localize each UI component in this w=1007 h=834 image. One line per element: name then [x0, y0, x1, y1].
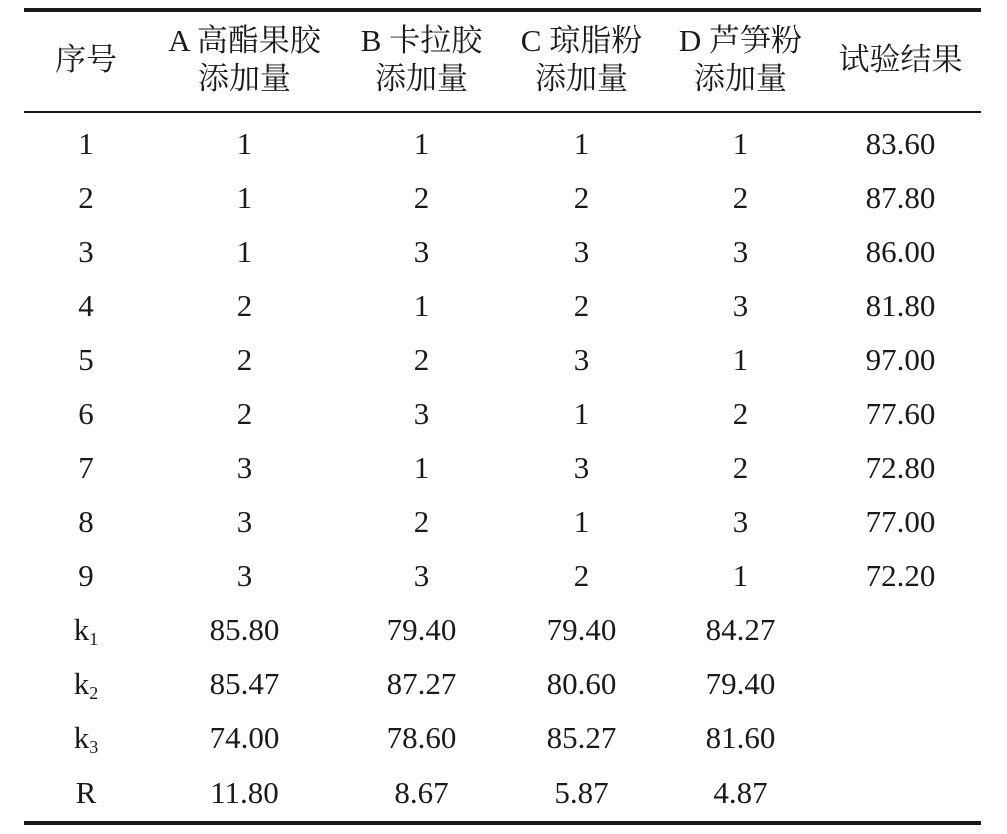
table-row — [24, 171, 981, 225]
cell-factor-d: 2 — [732, 180, 749, 215]
cell-factor-b: 8.67 — [394, 775, 449, 810]
cell-result — [820, 711, 981, 765]
cell-factor-a: 3 — [236, 504, 253, 539]
cell-factor-c: 1 — [573, 126, 590, 161]
cell-result: 72.80 — [865, 450, 936, 485]
cell-summary-label: R — [75, 775, 97, 810]
cell-factor-c: 2 — [573, 180, 590, 215]
cell-serial: 8 — [78, 504, 94, 539]
cell-factor-a: 2 — [236, 288, 253, 323]
cell-result: 77.60 — [865, 396, 936, 431]
cell-factor-b: 1 — [413, 288, 430, 323]
cell-serial: 3 — [78, 234, 94, 269]
cell-factor-b: 79.40 — [386, 612, 457, 647]
cell-factor-b: 78.60 — [386, 720, 457, 755]
cell-factor-a: 2 — [236, 396, 253, 431]
cell-result — [820, 657, 981, 711]
orthogonal-test-table — [24, 8, 981, 825]
cell-factor-c: 1 — [573, 504, 590, 539]
cell-factor-d: 3 — [732, 288, 749, 323]
summary-row-k1 — [24, 603, 981, 657]
cell-summary-label: $k_1$ — [73, 612, 99, 649]
cell-result: 77.00 — [865, 504, 936, 539]
orthogonal-test-table-container — [24, 8, 981, 825]
cell-factor-b: 3 — [413, 396, 430, 431]
cell-factor-a: 11.80 — [210, 775, 279, 810]
cell-factor-d: 81.60 — [705, 720, 776, 755]
cell-factor-c: 79.40 — [546, 612, 617, 647]
cell-factor-d: 1 — [732, 342, 749, 377]
header-factor-c: C 琼脂粉 添加量 — [520, 23, 643, 96]
cell-factor-c: 2 — [573, 558, 590, 593]
cell-factor-c: 2 — [573, 288, 590, 323]
header-test-result: 试验结果 — [838, 42, 963, 77]
cell-factor-a: 1 — [236, 234, 253, 269]
cell-result: 72.20 — [865, 558, 936, 593]
cell-serial: 4 — [78, 288, 94, 323]
cell-factor-b: 1 — [413, 450, 430, 485]
cell-factor-c: 5.87 — [554, 775, 609, 810]
cell-result: 86.00 — [865, 234, 936, 269]
cell-factor-b: 3 — [413, 234, 430, 269]
cell-factor-c: 1 — [573, 396, 590, 431]
table-row — [24, 441, 981, 495]
cell-factor-d: 2 — [732, 396, 749, 431]
table-row — [24, 112, 981, 171]
cell-factor-b: 2 — [413, 180, 430, 215]
table-body — [24, 112, 981, 823]
cell-result — [820, 603, 981, 657]
cell-factor-a: 1 — [236, 126, 253, 161]
cell-factor-a: 3 — [236, 450, 253, 485]
cell-factor-c: 3 — [573, 342, 590, 377]
cell-serial: 2 — [78, 180, 94, 215]
cell-factor-a: 1 — [236, 180, 253, 215]
cell-factor-a: 85.80 — [209, 612, 280, 647]
header-row — [24, 10, 981, 112]
table-row — [24, 279, 981, 333]
cell-factor-d: 1 — [732, 126, 749, 161]
cell-factor-b: 1 — [413, 126, 430, 161]
cell-serial: 5 — [78, 342, 94, 377]
cell-factor-d: 4.87 — [713, 775, 768, 810]
cell-result: 81.80 — [865, 288, 936, 323]
summary-row-k3 — [24, 711, 981, 765]
cell-summary-label: $k_3$ — [73, 720, 99, 757]
cell-factor-b: 2 — [413, 342, 430, 377]
cell-result: 87.80 — [865, 180, 936, 215]
cell-serial: 9 — [78, 558, 94, 593]
cell-factor-b: 3 — [413, 558, 430, 593]
header-factor-a: A 高酯果胶 添加量 — [168, 23, 321, 96]
cell-factor-c: 85.27 — [546, 720, 617, 755]
cell-factor-c: 3 — [573, 450, 590, 485]
cell-factor-d: 2 — [732, 450, 749, 485]
table-row — [24, 387, 981, 441]
header-factor-b: B 卡拉胶 添加量 — [360, 23, 483, 96]
cell-serial: 7 — [78, 450, 94, 485]
table-row — [24, 495, 981, 549]
table-row — [24, 225, 981, 279]
summary-row-k2 — [24, 657, 981, 711]
cell-serial: 6 — [78, 396, 94, 431]
cell-factor-a: 74.00 — [209, 720, 280, 755]
cell-factor-a: 85.47 — [209, 666, 280, 701]
cell-factor-a: 2 — [236, 342, 253, 377]
cell-factor-a: 3 — [236, 558, 253, 593]
cell-factor-c: 3 — [573, 234, 590, 269]
header-factor-d: D 芦笋粉 添加量 — [678, 23, 803, 96]
cell-factor-b: 87.27 — [386, 666, 457, 701]
cell-result: 97.00 — [865, 342, 936, 377]
cell-factor-d: 3 — [732, 504, 749, 539]
table-row — [24, 549, 981, 603]
table-row — [24, 333, 981, 387]
cell-result: 83.60 — [865, 126, 936, 161]
cell-factor-b: 2 — [413, 504, 430, 539]
cell-factor-d: 1 — [732, 558, 749, 593]
cell-factor-d: 84.27 — [705, 612, 776, 647]
header-serial-number: 序号 — [55, 42, 117, 77]
cell-serial: 1 — [78, 126, 94, 161]
table-header — [24, 10, 981, 112]
summary-row-range — [24, 765, 981, 823]
cell-result — [820, 765, 981, 823]
cell-factor-c: 80.60 — [546, 666, 617, 701]
cell-summary-label: $k_2$ — [73, 666, 99, 703]
cell-factor-d: 3 — [732, 234, 749, 269]
cell-factor-d: 79.40 — [705, 666, 776, 701]
